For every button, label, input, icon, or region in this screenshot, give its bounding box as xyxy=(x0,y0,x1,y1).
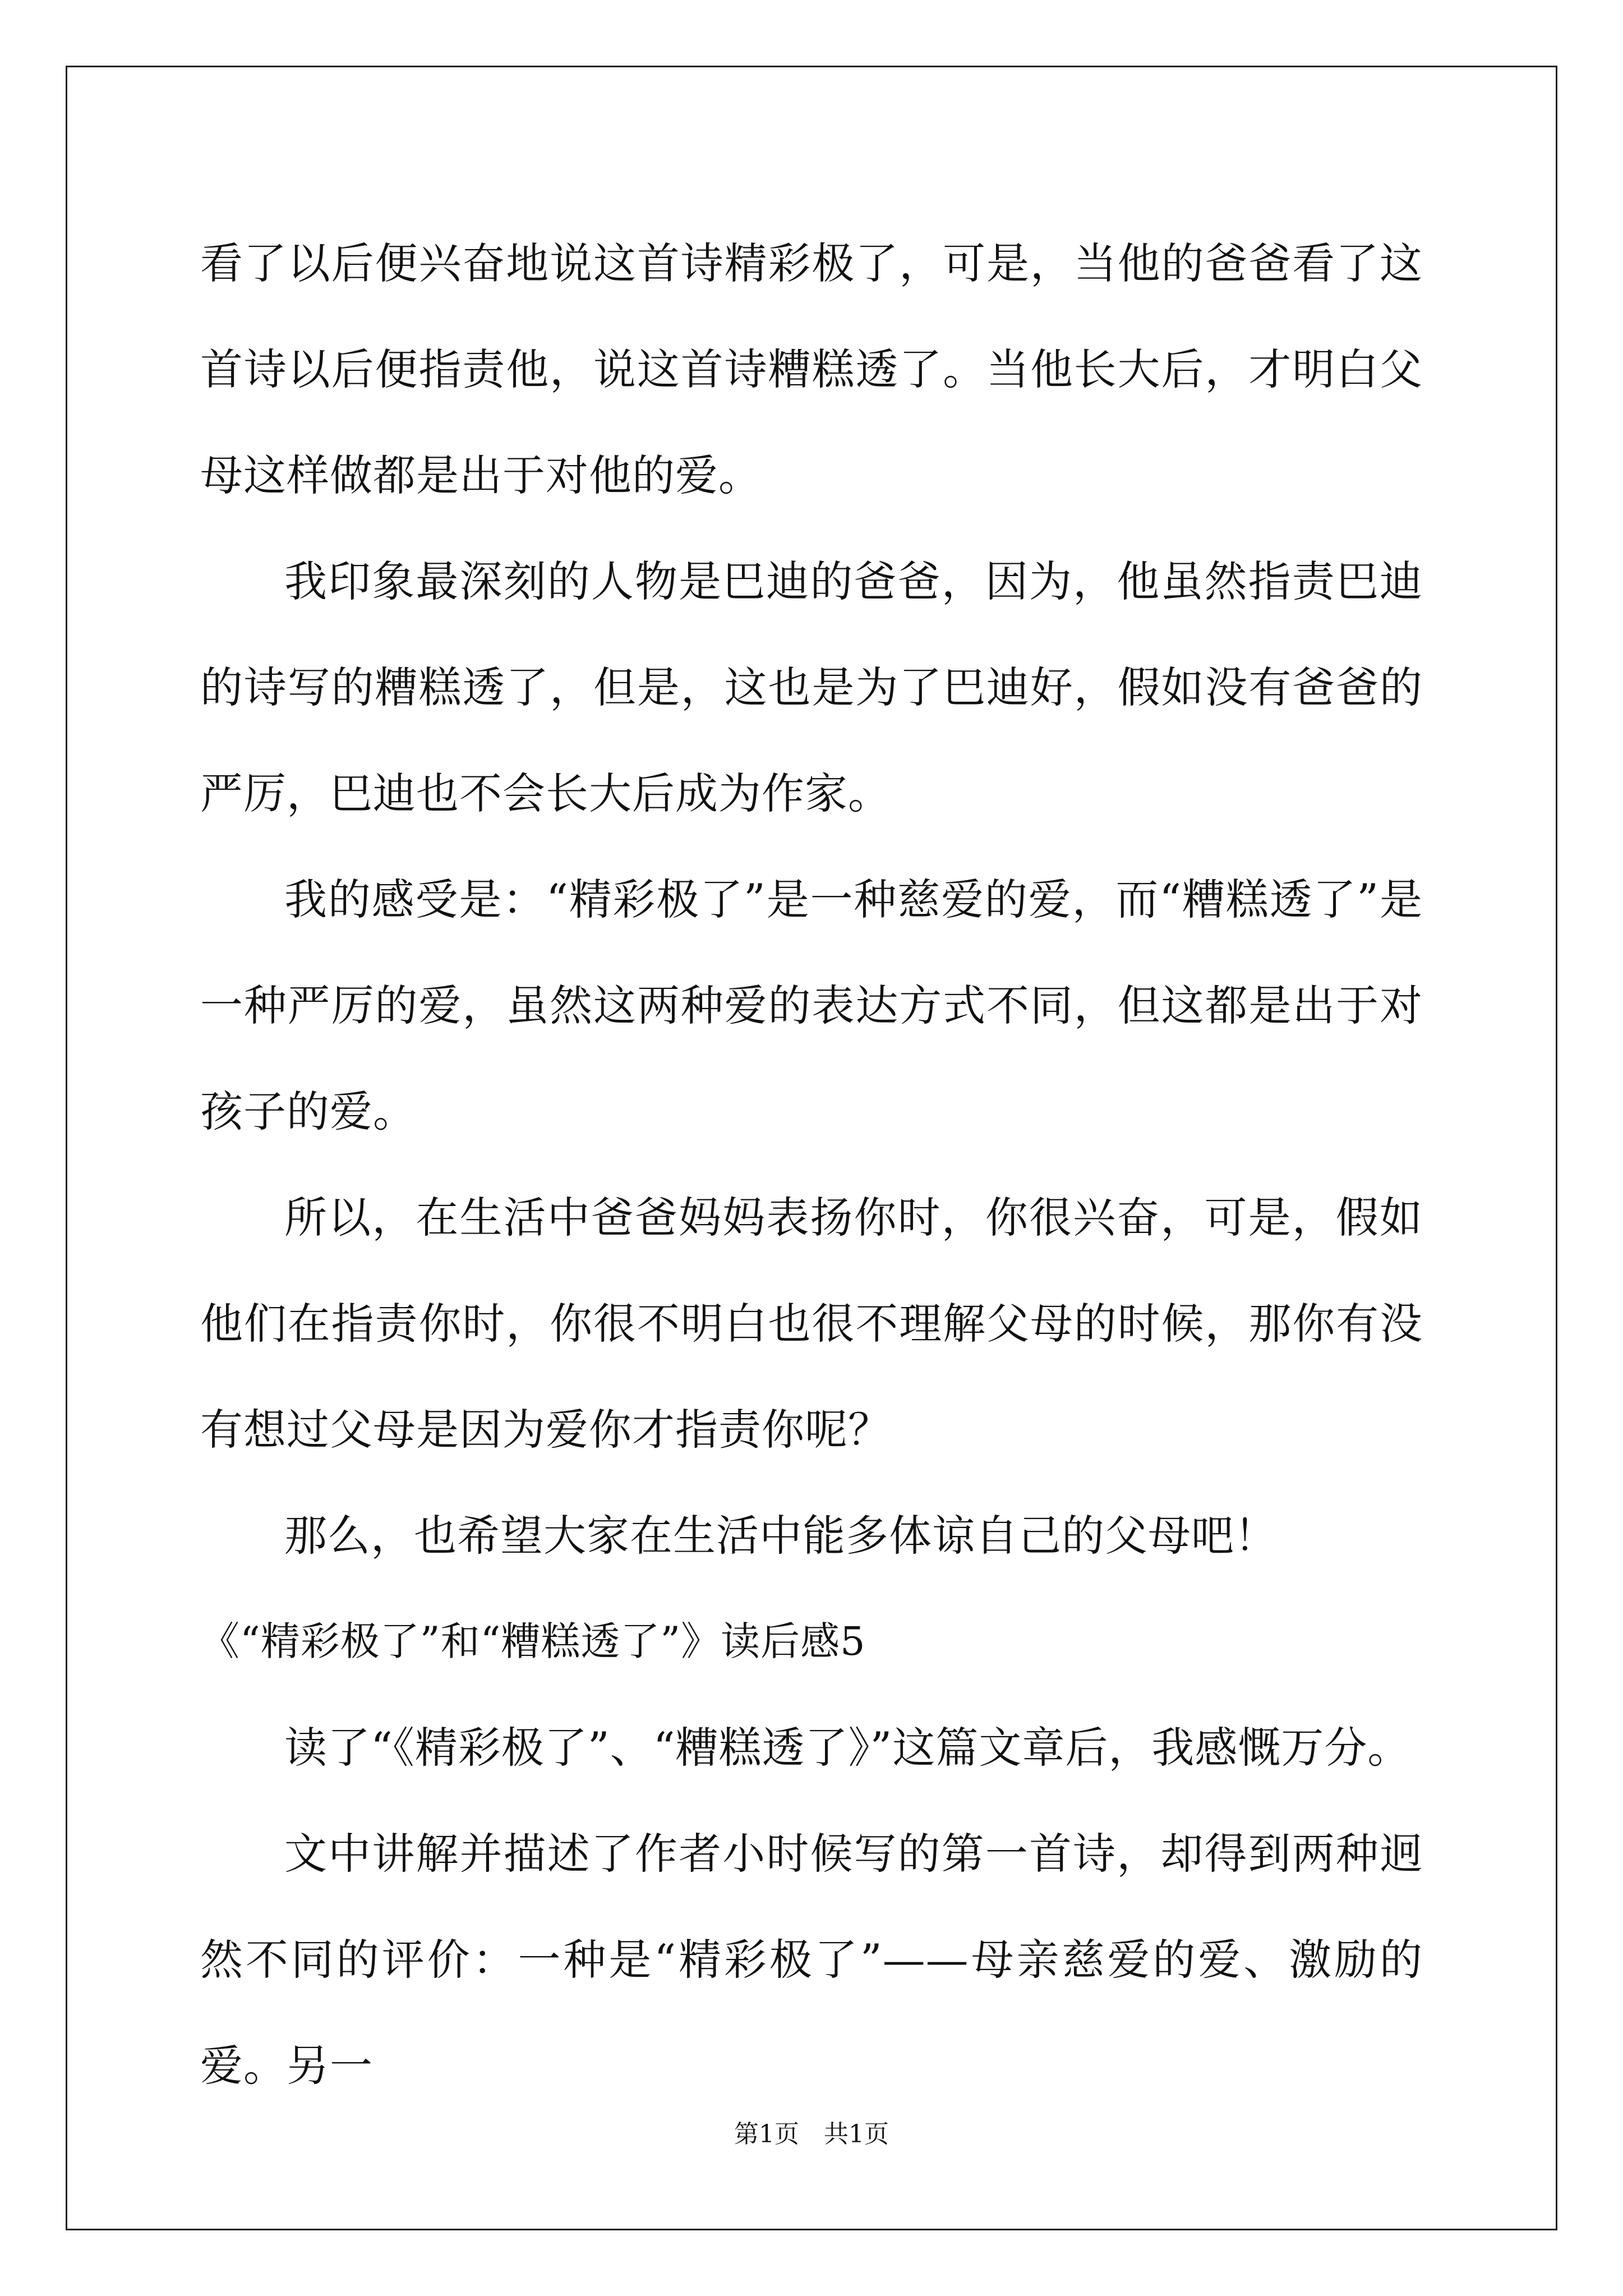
document-body xyxy=(200,210,1423,2119)
paragraph-continuation: 看了以后便兴奋地说这首诗精彩极了，可是，当他的爸爸看了这首诗以后便指责他，说这首诗糟糕透了。当他长大后，才明白父母这样做都是出于对他的爱。 xyxy=(200,238,1423,500)
paragraph: 我印象最深刻的人物是巴迪的爸爸，因为，他虽然指责巴迪的诗写的糟糕透了，但是，这也是为了巴迪好，假如没有爸爸的严厉，巴迪也不会长大后成为作家。 xyxy=(200,556,1423,818)
paragraph: 所以，在生活中爸爸妈妈表扬你时，你很兴奋，可是，假如他们在指责你时，你很不明白也很不理解父母的时候，那你有没有想过父母是因为爱你才指责你呢？ xyxy=(200,1193,1423,1455)
paragraph: 文中讲解并描述了作者小时候写的第一首诗，却得到两种迥然不同的评价：一种是“精彩极了”——母亲慈爱的爱、激励的爱。另一 xyxy=(200,1829,1423,2091)
paragraph: 我的感受是：“精彩极了”是一种慈爱的爱，而“糟糕透了”是一种严厉的爱，虽然这两种爱的表达方式不同，但这都是出于对孩子的爱。 xyxy=(200,875,1423,1137)
paragraph: 那么，也希望大家在生活中能多体谅自己的父母吧！ xyxy=(284,1511,1278,1561)
section-heading: 《“精彩极了”和“糟糕透了”》读后感5 xyxy=(200,1618,866,1664)
page-number-footer: 第1页 共1页 xyxy=(734,2120,889,2148)
paragraph: 读了“《精彩极了”、“糟糕透了》”这篇文章后，我感慨万分。 xyxy=(284,1723,1411,1773)
